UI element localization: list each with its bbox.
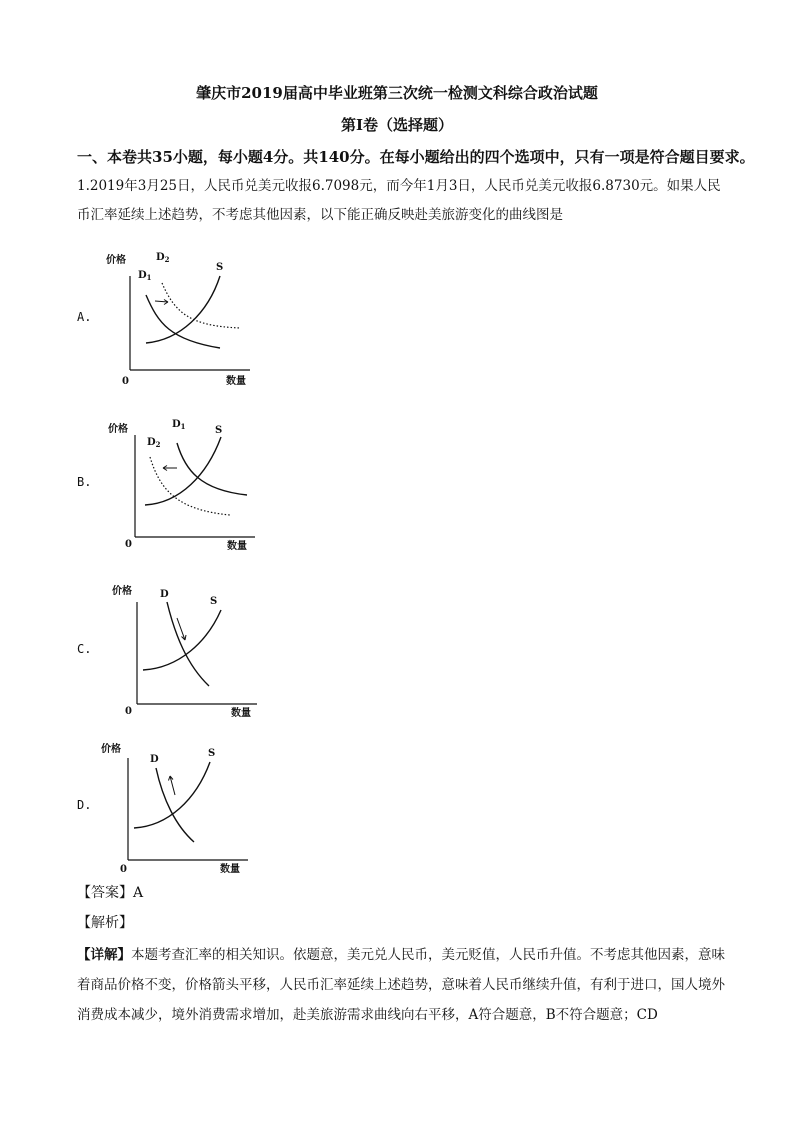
origin-label: 0 [125, 706, 132, 717]
graph-option-d [98, 738, 258, 883]
quantity-axis-label: 数量 [220, 864, 240, 875]
quantity-axis-label: 数量 [231, 708, 251, 719]
label-s: S [208, 748, 216, 759]
option-c-label: C. [77, 642, 92, 656]
detail-tag: 【详解】 [77, 947, 131, 963]
label-d: D [160, 589, 169, 600]
label-s: S [215, 425, 223, 436]
label-d1: $D_1$ [172, 419, 186, 431]
quantity-axis-label: 数量 [226, 376, 246, 387]
label-s: S [216, 262, 224, 273]
section-instructions: 一、本卷共35小题，每小题4分。共140分。在每小题给出的四个选项中，只有一项是符合题目要求。 [77, 148, 755, 166]
paper-title: 肇庆市2019届高中毕业班第三次统一检测文科综合政治试题 [196, 84, 598, 102]
quantity-axis-label: 数量 [227, 541, 247, 552]
origin-label: 0 [122, 376, 129, 387]
origin-label: 0 [120, 864, 127, 875]
analysis-header: 【解析】 [77, 915, 133, 931]
price-axis-label: 价格 [112, 586, 132, 597]
price-axis-label: 价格 [106, 255, 126, 266]
graph-option-a [100, 248, 260, 393]
demand-curve [167, 602, 209, 686]
price-axis-label: 价格 [108, 424, 128, 435]
price-axis-label: 价格 [101, 744, 121, 755]
origin-label: 0 [125, 539, 132, 550]
demand-curve [156, 768, 194, 842]
supply-curve [134, 762, 210, 828]
label-d1: $D_1$ [138, 270, 152, 282]
supply-curve [146, 276, 220, 343]
volume-title: 第Ⅰ卷（选择题） [340, 116, 454, 134]
demand-curve-d2 [162, 283, 240, 328]
label-d2: $D_2$ [156, 252, 170, 264]
label-d2: $D_2$ [147, 437, 161, 449]
question-1-stem: 1.2019年3月25日，人民币兑美元收报6.7098元，而今年1月3日，人民币兑美元收报6.8730元。如果人民币汇率延续上述趋势，不考虑其他因素，以下能正确反映赴美旅游变化的曲线图是 [77, 178, 721, 223]
label-d: D [150, 754, 159, 765]
option-b-label: B. [77, 475, 92, 489]
option-a-label: A. [77, 310, 92, 324]
option-d-label: D. [77, 798, 92, 812]
label-s: S [210, 596, 218, 607]
demand-curve-d1 [146, 295, 220, 348]
answer-line: 【答案】A [77, 885, 144, 901]
graph-option-c [107, 580, 267, 725]
graph-option-b [105, 415, 265, 560]
detail-text: 本题考查汇率的相关知识。依题意，美元兑人民币，美元贬值，人民币升值。不考虑其他因素，意味着商品价格不变，价格箭头平移，人民币汇率延续上述趋势，意味着人民币继续升值，有利于进口，国人境外消费成本减少，境外消费需求增加，赴美旅游需求曲线向右平移，A符合题意，B不符合题意；CD [77, 947, 725, 1023]
supply-curve [143, 610, 221, 670]
detail-explanation [77, 940, 727, 1030]
